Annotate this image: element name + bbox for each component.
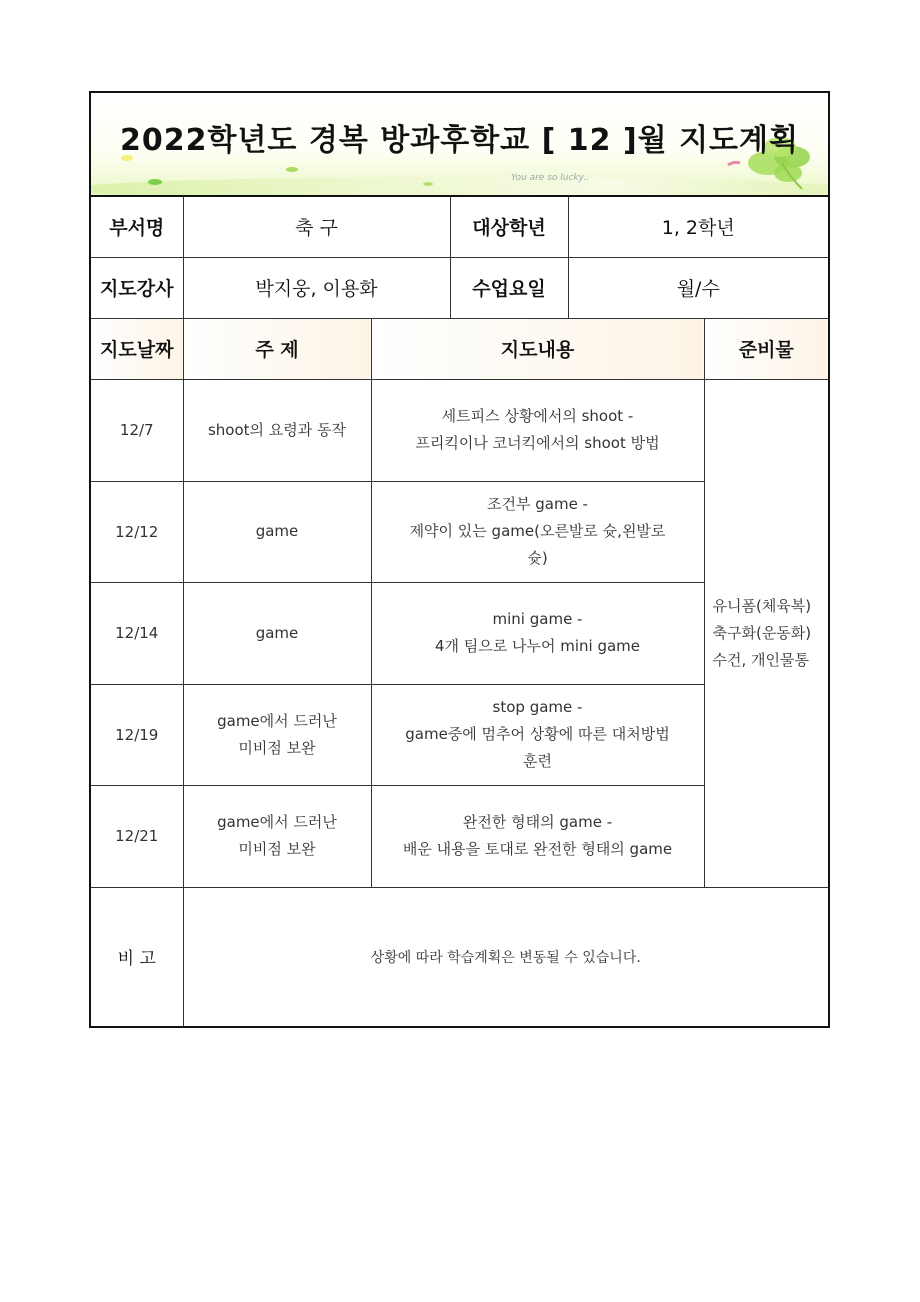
banner-dot-decoration: [148, 179, 162, 185]
title-banner: [91, 93, 828, 197]
row-topic: shoot의 요령과 동작: [183, 379, 371, 481]
header-date: 지도날짜: [91, 318, 183, 379]
row-date: 12/12: [91, 481, 183, 582]
row-topic: game에서 드러난 미비점 보완: [183, 684, 371, 785]
schedule-header-row: [91, 318, 828, 379]
banner-dot-decoration: [286, 167, 298, 172]
teacher-label: 지도강사: [91, 257, 183, 318]
day-label: 수업요일: [450, 257, 568, 318]
header-content: 지도내용: [371, 318, 704, 379]
row-topic: game에서 드러난 미비점 보완: [183, 785, 371, 887]
teacher-value: 박지웅, 이용화: [183, 257, 450, 318]
remarks-label: 비 고: [91, 887, 183, 1026]
grade-label: 대상학년: [450, 197, 568, 257]
info-row-dept: [91, 197, 828, 257]
banner-decor-text: You are so lucky..: [511, 173, 589, 183]
row-content: 조건부 game - 제약이 있는 game(오른발로 슛,왼발로 슛): [371, 481, 704, 582]
prep-items-cell: [704, 379, 828, 887]
dept-label: 부서명: [91, 197, 183, 257]
row-date: 12/19: [91, 684, 183, 785]
row-content: 완전한 형태의 game - 배운 내용을 토대로 완전한 형태의 game: [371, 785, 704, 887]
dept-value: 축 구: [183, 197, 450, 257]
header-topic: 주 제: [183, 318, 371, 379]
day-value: 월/수: [568, 257, 828, 318]
row-date: 12/14: [91, 582, 183, 684]
prep-item: 유니폼(체육복): [712, 596, 812, 615]
row-content: stop game - game중에 멈추어 상황에 따른 대처방법 훈련: [371, 684, 704, 785]
info-row-teacher: [91, 257, 828, 318]
header-prep: 준비물: [704, 318, 828, 379]
banner-dot-decoration: [423, 182, 433, 186]
page-title: 2022학년도 경복 방과후학교 [ 12 ]월 지도계획: [119, 123, 800, 158]
plan-table: [91, 197, 828, 1026]
row-topic: game: [183, 481, 371, 582]
grade-value: 1, 2학년: [568, 197, 828, 257]
row-content: mini game - 4개 팀으로 나누어 mini game: [371, 582, 704, 684]
row-date: 12/21: [91, 785, 183, 887]
table-row: [91, 379, 828, 481]
remarks-row: [91, 887, 828, 1026]
row-date: 12/7: [91, 379, 183, 481]
row-topic: game: [183, 582, 371, 684]
prep-item: 축구화(운동화): [712, 623, 812, 642]
remarks-text: 상황에 따라 학습계획은 변동될 수 있습니다.: [183, 887, 828, 1026]
row-content: 세트피스 상황에서의 shoot - 프리킥이나 코너킥에서의 shoot 방법: [371, 379, 704, 481]
prep-item: 수건, 개인물통: [712, 650, 809, 669]
lesson-plan-sheet: [89, 91, 830, 1028]
